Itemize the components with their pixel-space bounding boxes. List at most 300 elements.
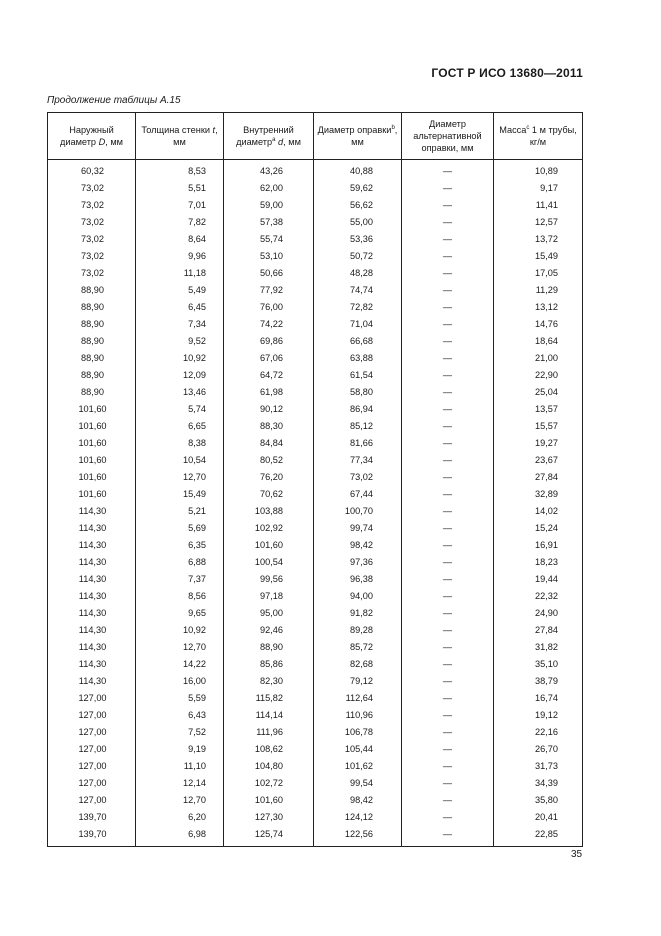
cell-mass: 16,91 <box>494 537 583 554</box>
cell-mandrel-diameter: 100,70 <box>314 503 402 520</box>
cell-outer-diameter: 73,02 <box>48 248 136 265</box>
cell-wall-thickness: 9,96 <box>136 248 224 265</box>
cell-alt-mandrel: — <box>402 503 494 520</box>
cell-outer-diameter: 127,00 <box>48 775 136 792</box>
cell-wall-thickness: 7,82 <box>136 214 224 231</box>
cell-alt-mandrel: — <box>402 588 494 605</box>
cell-wall-thickness: 9,19 <box>136 741 224 758</box>
header-text: Внутренний диаметр <box>236 125 294 147</box>
cell-alt-mandrel: — <box>402 520 494 537</box>
cell-wall-thickness: 8,53 <box>136 160 224 181</box>
cell-outer-diameter: 127,00 <box>48 724 136 741</box>
cell-inner-diameter: 76,20 <box>224 469 314 486</box>
cell-wall-thickness: 6,88 <box>136 554 224 571</box>
cell-wall-thickness: 6,98 <box>136 826 224 847</box>
cell-mass: 35,80 <box>494 792 583 809</box>
cell-wall-thickness: 5,74 <box>136 401 224 418</box>
cell-mandrel-diameter: 98,42 <box>314 792 402 809</box>
cell-mass: 22,90 <box>494 367 583 384</box>
cell-outer-diameter: 73,02 <box>48 197 136 214</box>
cell-mass: 22,16 <box>494 724 583 741</box>
table-row <box>48 520 583 537</box>
cell-mass: 13,57 <box>494 401 583 418</box>
cell-mandrel-diameter: 53,36 <box>314 231 402 248</box>
cell-mandrel-diameter: 48,28 <box>314 265 402 282</box>
column-header-mandrel-diameter <box>314 113 402 160</box>
cell-mass: 22,85 <box>494 826 583 847</box>
cell-alt-mandrel: — <box>402 265 494 282</box>
cell-inner-diameter: 64,72 <box>224 367 314 384</box>
cell-mass: 15,57 <box>494 418 583 435</box>
column-header-inner-diameter <box>224 113 314 160</box>
cell-wall-thickness: 7,52 <box>136 724 224 741</box>
header-text: Диаметр альтернативной оправки, мм <box>413 119 482 153</box>
cell-mandrel-diameter: 61,54 <box>314 367 402 384</box>
cell-mandrel-diameter: 74,74 <box>314 282 402 299</box>
cell-alt-mandrel: — <box>402 316 494 333</box>
table-row <box>48 316 583 333</box>
cell-inner-diameter: 55,74 <box>224 231 314 248</box>
cell-inner-diameter: 88,30 <box>224 418 314 435</box>
column-header-alt-mandrel-diameter <box>402 113 494 160</box>
data-table <box>47 112 583 847</box>
cell-wall-thickness: 8,56 <box>136 588 224 605</box>
header-text: Диаметр оправки <box>317 125 392 135</box>
cell-inner-diameter: 114,14 <box>224 707 314 724</box>
cell-mandrel-diameter: 99,54 <box>314 775 402 792</box>
cell-outer-diameter: 139,70 <box>48 809 136 826</box>
cell-inner-diameter: 53,10 <box>224 248 314 265</box>
cell-wall-thickness: 16,00 <box>136 673 224 690</box>
cell-mass: 35,10 <box>494 656 583 673</box>
table-row <box>48 690 583 707</box>
cell-wall-thickness: 5,21 <box>136 503 224 520</box>
cell-outer-diameter: 114,30 <box>48 656 136 673</box>
cell-wall-thickness: 12,09 <box>136 367 224 384</box>
cell-outer-diameter: 88,90 <box>48 316 136 333</box>
cell-alt-mandrel: — <box>402 248 494 265</box>
cell-alt-mandrel: — <box>402 418 494 435</box>
cell-alt-mandrel: — <box>402 299 494 316</box>
table-row <box>48 367 583 384</box>
table-row <box>48 435 583 452</box>
cell-outer-diameter: 88,90 <box>48 350 136 367</box>
cell-outer-diameter: 73,02 <box>48 180 136 197</box>
header-text: Масса <box>499 125 527 135</box>
cell-mass: 19,27 <box>494 435 583 452</box>
cell-mandrel-diameter: 124,12 <box>314 809 402 826</box>
cell-mass: 16,74 <box>494 690 583 707</box>
table-row <box>48 809 583 826</box>
cell-inner-diameter: 74,22 <box>224 316 314 333</box>
cell-outer-diameter: 139,70 <box>48 826 136 847</box>
cell-wall-thickness: 10,92 <box>136 350 224 367</box>
cell-wall-thickness: 9,52 <box>136 333 224 350</box>
cell-mass: 31,73 <box>494 758 583 775</box>
cell-mandrel-diameter: 58,80 <box>314 384 402 401</box>
cell-mass: 18,64 <box>494 333 583 350</box>
table-row <box>48 282 583 299</box>
cell-inner-diameter: 101,60 <box>224 792 314 809</box>
cell-mandrel-diameter: 94,00 <box>314 588 402 605</box>
cell-mass: 11,41 <box>494 197 583 214</box>
table-row <box>48 160 583 181</box>
cell-alt-mandrel: — <box>402 741 494 758</box>
cell-inner-diameter: 84,84 <box>224 435 314 452</box>
cell-alt-mandrel: — <box>402 826 494 847</box>
cell-mandrel-diameter: 81,66 <box>314 435 402 452</box>
cell-mass: 12,57 <box>494 214 583 231</box>
cell-outer-diameter: 114,30 <box>48 554 136 571</box>
header-unit: , мм <box>351 125 398 147</box>
table-header-row <box>48 113 583 160</box>
table-row <box>48 401 583 418</box>
cell-mandrel-diameter: 122,56 <box>314 826 402 847</box>
cell-outer-diameter: 101,60 <box>48 435 136 452</box>
cell-mandrel-diameter: 59,62 <box>314 180 402 197</box>
cell-inner-diameter: 95,00 <box>224 605 314 622</box>
cell-outer-diameter: 127,00 <box>48 690 136 707</box>
cell-outer-diameter: 73,02 <box>48 231 136 248</box>
cell-outer-diameter: 114,30 <box>48 622 136 639</box>
cell-alt-mandrel: — <box>402 656 494 673</box>
cell-wall-thickness: 10,54 <box>136 452 224 469</box>
cell-wall-thickness: 12,70 <box>136 792 224 809</box>
cell-inner-diameter: 62,00 <box>224 180 314 197</box>
column-header-wall-thickness <box>136 113 224 160</box>
cell-mass: 13,72 <box>494 231 583 248</box>
header-unit: , мм <box>173 125 218 147</box>
cell-wall-thickness: 6,65 <box>136 418 224 435</box>
cell-inner-diameter: 100,54 <box>224 554 314 571</box>
table-row <box>48 673 583 690</box>
cell-outer-diameter: 127,00 <box>48 758 136 775</box>
cell-inner-diameter: 80,52 <box>224 452 314 469</box>
cell-mandrel-diameter: 67,44 <box>314 486 402 503</box>
cell-inner-diameter: 102,92 <box>224 520 314 537</box>
table-row <box>48 571 583 588</box>
cell-outer-diameter: 114,30 <box>48 503 136 520</box>
cell-inner-diameter: 103,88 <box>224 503 314 520</box>
cell-alt-mandrel: — <box>402 231 494 248</box>
cell-outer-diameter: 114,30 <box>48 605 136 622</box>
cell-alt-mandrel: — <box>402 639 494 656</box>
cell-alt-mandrel: — <box>402 486 494 503</box>
table-row <box>48 384 583 401</box>
cell-mandrel-diameter: 98,42 <box>314 537 402 554</box>
cell-inner-diameter: 67,06 <box>224 350 314 367</box>
cell-wall-thickness: 7,01 <box>136 197 224 214</box>
header-unit: 1 м трубы, кг/м <box>529 125 577 147</box>
cell-wall-thickness: 15,49 <box>136 486 224 503</box>
cell-alt-mandrel: — <box>402 622 494 639</box>
header-unit: , мм <box>105 137 123 147</box>
cell-mandrel-diameter: 63,88 <box>314 350 402 367</box>
cell-mandrel-diameter: 91,82 <box>314 605 402 622</box>
table-row <box>48 537 583 554</box>
cell-mass: 20,41 <box>494 809 583 826</box>
table-row <box>48 248 583 265</box>
cell-alt-mandrel: — <box>402 160 494 181</box>
cell-wall-thickness: 12,14 <box>136 775 224 792</box>
cell-wall-thickness: 12,70 <box>136 469 224 486</box>
cell-mass: 15,49 <box>494 248 583 265</box>
cell-alt-mandrel: — <box>402 809 494 826</box>
header-symbol: D <box>98 137 106 147</box>
cell-mandrel-diameter: 40,88 <box>314 160 402 181</box>
cell-inner-diameter: 77,92 <box>224 282 314 299</box>
cell-mass: 19,12 <box>494 707 583 724</box>
cell-mass: 21,00 <box>494 350 583 367</box>
header-footnote-mark: c <box>526 125 530 131</box>
table-row <box>48 469 583 486</box>
cell-alt-mandrel: — <box>402 367 494 384</box>
cell-inner-diameter: 50,66 <box>224 265 314 282</box>
cell-alt-mandrel: — <box>402 571 494 588</box>
cell-outer-diameter: 73,02 <box>48 214 136 231</box>
cell-mass: 13,12 <box>494 299 583 316</box>
cell-wall-thickness: 14,22 <box>136 656 224 673</box>
cell-inner-diameter: 88,90 <box>224 639 314 656</box>
cell-wall-thickness: 5,69 <box>136 520 224 537</box>
cell-inner-diameter: 43,26 <box>224 160 314 181</box>
cell-outer-diameter: 88,90 <box>48 299 136 316</box>
cell-mass: 34,39 <box>494 775 583 792</box>
document-standard-header: ГОСТ Р ИСО 13680—2011 <box>431 66 583 80</box>
cell-outer-diameter: 73,02 <box>48 265 136 282</box>
cell-mandrel-diameter: 106,78 <box>314 724 402 741</box>
cell-mandrel-diameter: 79,12 <box>314 673 402 690</box>
cell-inner-diameter: 127,30 <box>224 809 314 826</box>
cell-mass: 17,05 <box>494 265 583 282</box>
cell-outer-diameter: 101,60 <box>48 418 136 435</box>
cell-inner-diameter: 125,74 <box>224 826 314 847</box>
cell-mass: 10,89 <box>494 160 583 181</box>
table-row <box>48 180 583 197</box>
header-footnote-mark: b <box>391 125 395 131</box>
table-row <box>48 758 583 775</box>
cell-mass: 14,02 <box>494 503 583 520</box>
cell-mandrel-diameter: 82,68 <box>314 656 402 673</box>
cell-alt-mandrel: — <box>402 350 494 367</box>
cell-mass: 22,32 <box>494 588 583 605</box>
cell-wall-thickness: 5,49 <box>136 282 224 299</box>
cell-mass: 18,23 <box>494 554 583 571</box>
cell-mandrel-diameter: 73,02 <box>314 469 402 486</box>
cell-outer-diameter: 127,00 <box>48 741 136 758</box>
cell-alt-mandrel: — <box>402 333 494 350</box>
cell-mass: 11,29 <box>494 282 583 299</box>
cell-alt-mandrel: — <box>402 435 494 452</box>
cell-inner-diameter: 115,82 <box>224 690 314 707</box>
cell-alt-mandrel: — <box>402 758 494 775</box>
cell-mandrel-diameter: 101,62 <box>314 758 402 775</box>
table-row <box>48 452 583 469</box>
table-row <box>48 741 583 758</box>
cell-wall-thickness: 12,70 <box>136 639 224 656</box>
cell-mass: 14,76 <box>494 316 583 333</box>
table-row <box>48 707 583 724</box>
cell-alt-mandrel: — <box>402 554 494 571</box>
table-row <box>48 775 583 792</box>
cell-mandrel-diameter: 85,72 <box>314 639 402 656</box>
cell-outer-diameter: 127,00 <box>48 707 136 724</box>
cell-mass: 19,44 <box>494 571 583 588</box>
table-row <box>48 724 583 741</box>
table-caption: Продолжение таблицы А.15 <box>47 95 181 106</box>
page-number: 35 <box>571 849 583 860</box>
cell-wall-thickness: 5,59 <box>136 690 224 707</box>
cell-outer-diameter: 88,90 <box>48 384 136 401</box>
cell-mass: 31,82 <box>494 639 583 656</box>
cell-outer-diameter: 88,90 <box>48 333 136 350</box>
header-text: Толщина стенки <box>141 125 213 135</box>
cell-mass: 27,84 <box>494 469 583 486</box>
cell-outer-diameter: 127,00 <box>48 792 136 809</box>
cell-outer-diameter: 114,30 <box>48 520 136 537</box>
cell-alt-mandrel: — <box>402 537 494 554</box>
cell-inner-diameter: 90,12 <box>224 401 314 418</box>
table-row <box>48 265 583 282</box>
cell-mandrel-diameter: 72,82 <box>314 299 402 316</box>
cell-wall-thickness: 8,64 <box>136 231 224 248</box>
cell-mandrel-diameter: 71,04 <box>314 316 402 333</box>
cell-alt-mandrel: — <box>402 707 494 724</box>
table-row <box>48 197 583 214</box>
cell-wall-thickness: 11,10 <box>136 758 224 775</box>
cell-wall-thickness: 6,35 <box>136 537 224 554</box>
cell-inner-diameter: 70,62 <box>224 486 314 503</box>
cell-mass: 38,79 <box>494 673 583 690</box>
cell-mandrel-diameter: 85,12 <box>314 418 402 435</box>
cell-alt-mandrel: — <box>402 673 494 690</box>
cell-inner-diameter: 59,00 <box>224 197 314 214</box>
cell-alt-mandrel: — <box>402 282 494 299</box>
cell-alt-mandrel: — <box>402 452 494 469</box>
cell-alt-mandrel: — <box>402 197 494 214</box>
table-row <box>48 333 583 350</box>
cell-inner-diameter: 57,38 <box>224 214 314 231</box>
cell-alt-mandrel: — <box>402 180 494 197</box>
cell-mandrel-diameter: 105,44 <box>314 741 402 758</box>
header-text: Наружный диаметр <box>60 125 114 147</box>
cell-outer-diameter: 114,30 <box>48 639 136 656</box>
cell-wall-thickness: 6,20 <box>136 809 224 826</box>
column-header-outer-diameter <box>48 113 136 160</box>
table-row <box>48 792 583 809</box>
cell-mandrel-diameter: 97,36 <box>314 554 402 571</box>
cell-alt-mandrel: — <box>402 775 494 792</box>
cell-mandrel-diameter: 86,94 <box>314 401 402 418</box>
cell-inner-diameter: 97,18 <box>224 588 314 605</box>
cell-inner-diameter: 101,60 <box>224 537 314 554</box>
cell-alt-mandrel: — <box>402 792 494 809</box>
cell-alt-mandrel: — <box>402 605 494 622</box>
table-body <box>48 160 583 847</box>
table-row <box>48 486 583 503</box>
table-row <box>48 588 583 605</box>
cell-wall-thickness: 5,51 <box>136 180 224 197</box>
cell-inner-diameter: 76,00 <box>224 299 314 316</box>
cell-outer-diameter: 101,60 <box>48 469 136 486</box>
cell-alt-mandrel: — <box>402 724 494 741</box>
cell-outer-diameter: 114,30 <box>48 588 136 605</box>
cell-inner-diameter: 69,86 <box>224 333 314 350</box>
header-symbol: t <box>212 125 216 135</box>
cell-outer-diameter: 101,60 <box>48 401 136 418</box>
cell-mass: 23,67 <box>494 452 583 469</box>
cell-outer-diameter: 114,30 <box>48 673 136 690</box>
cell-mandrel-diameter: 56,62 <box>314 197 402 214</box>
cell-outer-diameter: 88,90 <box>48 367 136 384</box>
cell-mass: 9,17 <box>494 180 583 197</box>
cell-outer-diameter: 114,30 <box>48 571 136 588</box>
table-row <box>48 826 583 847</box>
table-row <box>48 622 583 639</box>
cell-alt-mandrel: — <box>402 469 494 486</box>
table-row <box>48 656 583 673</box>
cell-wall-thickness: 9,65 <box>136 605 224 622</box>
cell-mass: 24,90 <box>494 605 583 622</box>
cell-outer-diameter: 60,32 <box>48 160 136 181</box>
cell-inner-diameter: 99,56 <box>224 571 314 588</box>
cell-outer-diameter: 101,60 <box>48 452 136 469</box>
cell-wall-thickness: 13,46 <box>136 384 224 401</box>
cell-mass: 32,89 <box>494 486 583 503</box>
cell-wall-thickness: 6,43 <box>136 707 224 724</box>
cell-mandrel-diameter: 89,28 <box>314 622 402 639</box>
cell-mass: 15,24 <box>494 520 583 537</box>
cell-mandrel-diameter: 110,96 <box>314 707 402 724</box>
table-row <box>48 231 583 248</box>
cell-mass: 26,70 <box>494 741 583 758</box>
cell-alt-mandrel: — <box>402 384 494 401</box>
table-row <box>48 214 583 231</box>
header-unit: , мм <box>283 137 301 147</box>
cell-wall-thickness: 7,34 <box>136 316 224 333</box>
cell-mass: 27,84 <box>494 622 583 639</box>
table-row <box>48 503 583 520</box>
cell-alt-mandrel: — <box>402 690 494 707</box>
header-symbol: d <box>278 137 284 147</box>
table-row <box>48 350 583 367</box>
cell-inner-diameter: 61,98 <box>224 384 314 401</box>
cell-wall-thickness: 10,92 <box>136 622 224 639</box>
cell-mass: 25,04 <box>494 384 583 401</box>
cell-wall-thickness: 11,18 <box>136 265 224 282</box>
cell-mandrel-diameter: 99,74 <box>314 520 402 537</box>
cell-inner-diameter: 92,46 <box>224 622 314 639</box>
cell-outer-diameter: 114,30 <box>48 537 136 554</box>
cell-outer-diameter: 101,60 <box>48 486 136 503</box>
cell-inner-diameter: 108,62 <box>224 741 314 758</box>
cell-outer-diameter: 88,90 <box>48 282 136 299</box>
cell-wall-thickness: 6,45 <box>136 299 224 316</box>
table-row <box>48 418 583 435</box>
cell-mandrel-diameter: 112,64 <box>314 690 402 707</box>
cell-inner-diameter: 102,72 <box>224 775 314 792</box>
column-header-mass <box>494 113 583 160</box>
cell-mandrel-diameter: 66,68 <box>314 333 402 350</box>
cell-wall-thickness: 8,38 <box>136 435 224 452</box>
table-row <box>48 554 583 571</box>
cell-wall-thickness: 7,37 <box>136 571 224 588</box>
table-row <box>48 639 583 656</box>
cell-mandrel-diameter: 55,00 <box>314 214 402 231</box>
cell-mandrel-diameter: 77,34 <box>314 452 402 469</box>
cell-mandrel-diameter: 96,38 <box>314 571 402 588</box>
header-footnote-mark: a <box>272 137 276 143</box>
